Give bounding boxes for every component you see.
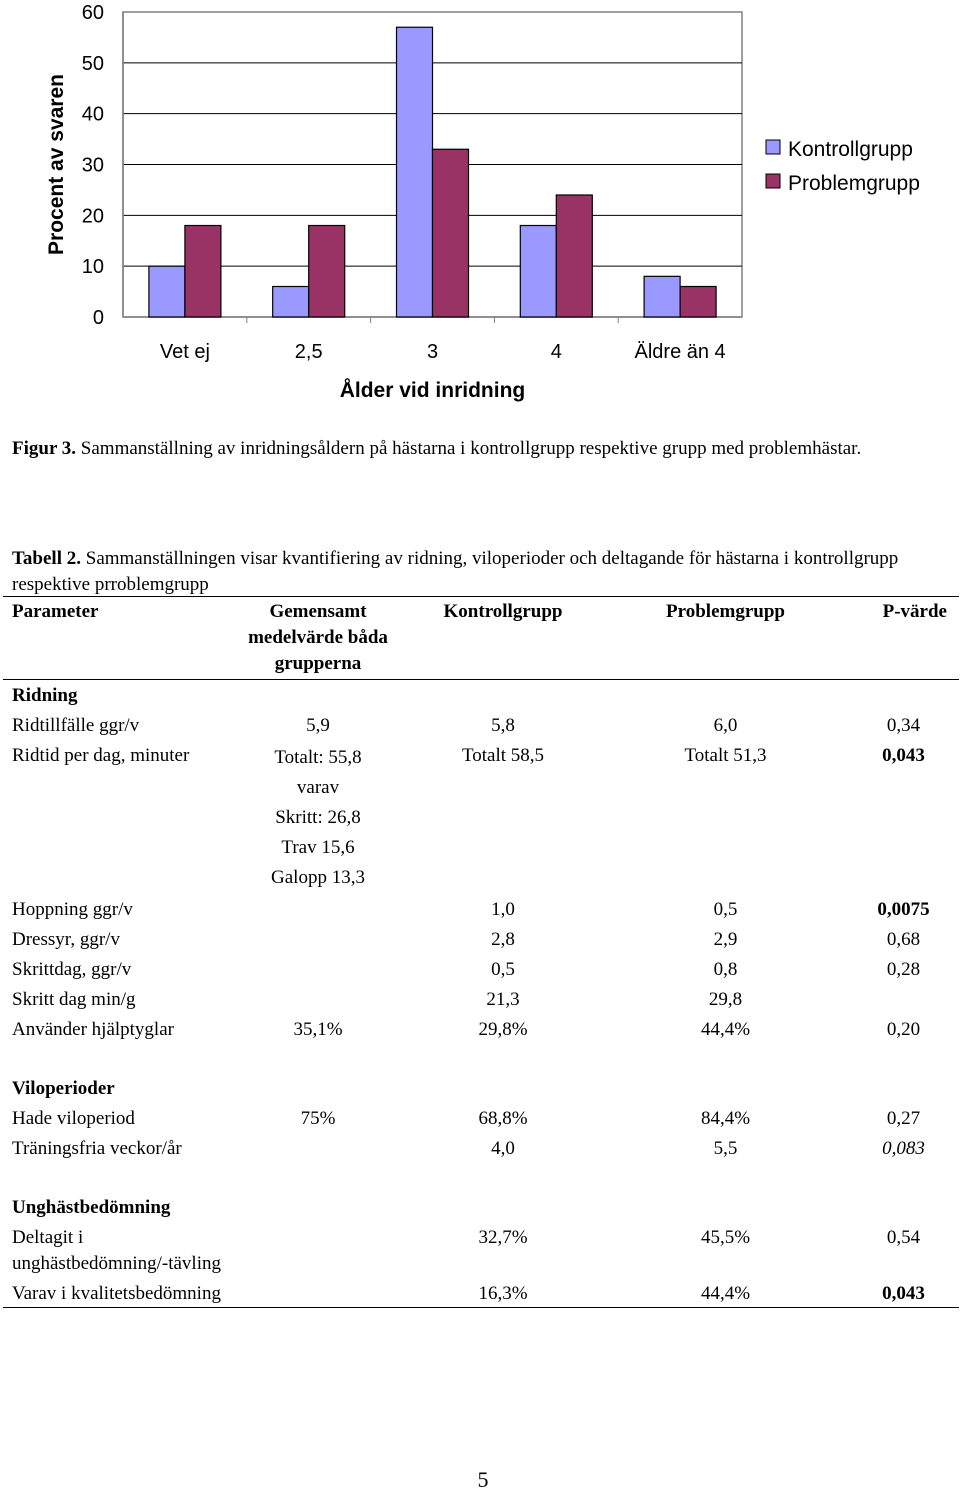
section-ridning: Ridning — [12, 685, 78, 706]
x-tick-label: 4 — [550, 341, 562, 363]
cell-kontroll: 0,5 — [491, 959, 515, 980]
cell-p: 0,0075 — [877, 899, 930, 920]
y-tick-label: 30 — [81, 154, 104, 177]
cell-common-line: Galopp 13,3 — [271, 867, 365, 888]
legend-label-problemgrupp: Problemgrupp — [788, 172, 920, 195]
table-row — [3, 1013, 959, 1043]
cell-p: 0,34 — [886, 715, 921, 736]
bar-kontrollgrupp-4 — [644, 276, 680, 317]
section-row — [3, 680, 959, 710]
table-caption-text: Sammanställningen visar kvantifiering av ridning, viloperioder och deltagande för hästarna i kontrollgrupp respektive prroblemgrupp — [12, 548, 899, 595]
cell-common — [233, 983, 403, 1013]
cell-param: Använder hjälptyglar — [12, 1019, 174, 1040]
section-unghastbedomning: Unghästbedömning — [12, 1197, 171, 1218]
table-caption-label: Tabell 2. — [12, 548, 81, 569]
header-parameter: Parameter — [12, 601, 99, 622]
y-tick-label: 60 — [81, 2, 104, 24]
table-row — [3, 1132, 959, 1162]
cell-p: 0,043 — [882, 745, 925, 766]
cell-param: Deltagit i unghästbedömning/-tävling — [12, 1227, 221, 1274]
legend-label-kontrollgrupp: Kontrollgrupp — [788, 138, 913, 161]
header-p-value: P-värde — [882, 601, 947, 622]
header-kontrollgrupp: Kontrollgrupp — [443, 601, 563, 622]
cell-param: Dressyr, ggr/v — [12, 929, 120, 950]
cell-common-line: Totalt: 55,8 — [274, 747, 362, 768]
cell-p: 0,68 — [886, 929, 921, 950]
y-tick-label: 10 — [81, 256, 104, 279]
table-row — [3, 1277, 959, 1308]
cell-common-line: varav — [296, 777, 340, 798]
x-tick-label: 3 — [426, 341, 439, 363]
table-caption — [12, 546, 948, 598]
cell-kontroll: 68,8% — [478, 1108, 528, 1129]
y-tick-label: 40 — [81, 103, 104, 126]
cell-problem: 0,8 — [713, 959, 738, 980]
spacer-row — [3, 1162, 959, 1192]
cell-kontroll: 1,0 — [491, 899, 515, 920]
cell-common: 35,1% — [293, 1019, 343, 1040]
bar-kontrollgrupp-3 — [520, 226, 556, 318]
cell-param: Skritt dag min/g — [12, 989, 136, 1010]
bar-problemgrupp-2 — [433, 149, 469, 317]
cell-problem: 44,4% — [700, 1019, 751, 1040]
cell-param: Ridtillfälle ggr/v — [12, 715, 140, 736]
cell-param: Hade viloperiod — [12, 1108, 135, 1129]
bar-kontrollgrupp-2 — [397, 27, 433, 317]
cell-common-line: Skritt: 26,8 — [275, 807, 361, 828]
cell-p: 0,043 — [882, 1283, 925, 1304]
cell-common — [233, 1132, 403, 1162]
bar-problemgrupp-0 — [185, 226, 221, 318]
cell-kontroll: 32,7% — [478, 1227, 528, 1248]
x-tick-label: Äldre än 4 — [634, 341, 726, 363]
cell-problem: Totalt 51,3 — [684, 745, 767, 766]
cell-kontroll: Totalt 58,5 — [461, 745, 545, 766]
cell-param: Träningsfria veckor/år — [12, 1138, 182, 1159]
bar-kontrollgrupp-1 — [273, 287, 309, 318]
table-header-row — [3, 597, 959, 680]
table-row — [3, 923, 959, 953]
cell-common: 5,9 — [306, 715, 330, 736]
legend-swatch-kontrollgrupp — [766, 140, 780, 154]
cell-param: Varav i kvalitetsbedömning — [12, 1283, 221, 1304]
cell-common: 75% — [300, 1108, 336, 1129]
cell-common-line: Trav 15,6 — [281, 837, 355, 858]
table-row — [3, 893, 959, 923]
cell-kontroll: 29,8% — [478, 1019, 528, 1040]
figure-caption-text: Sammanställning av inridningsåldern på hästarna i kontrollgrupp respektive grupp med problemhästar. — [76, 438, 862, 459]
cell-p: 0,20 — [886, 1019, 921, 1040]
cell-param: Skrittdag, ggr/v — [12, 959, 132, 980]
section-row — [3, 1192, 959, 1221]
table-row — [3, 709, 959, 739]
y-tick-label: 50 — [81, 52, 104, 75]
bar-problemgrupp-3 — [556, 195, 592, 317]
cell-p: 0,083 — [882, 1138, 925, 1159]
cell-problem: 29,8 — [708, 989, 743, 1010]
y-tick-label: 0 — [92, 307, 104, 329]
cell-problem: 5,5 — [713, 1138, 738, 1159]
cell-kontroll: 5,8 — [491, 715, 515, 736]
bar-problemgrupp-1 — [309, 226, 345, 318]
cell-common — [233, 1221, 403, 1277]
cell-param: Hoppning ggr/v — [12, 899, 133, 920]
cell-p: 0,28 — [886, 959, 921, 980]
figure-caption — [12, 436, 948, 462]
x-tick-label: 2,5 — [294, 341, 323, 363]
cell-problem: 45,5% — [700, 1227, 751, 1248]
section-row — [3, 1073, 959, 1102]
x-tick-label: Vet ej — [159, 341, 210, 363]
cell-problem: 44,4% — [700, 1283, 751, 1304]
section-viloperioder: Viloperioder — [12, 1078, 115, 1099]
cell-problem: 0,5 — [713, 899, 738, 920]
table-row — [3, 983, 959, 1013]
cell-kontroll: 21,3 — [486, 989, 520, 1010]
cell-kontroll: 16,3% — [478, 1283, 528, 1304]
y-tick-label: 20 — [81, 205, 104, 228]
x-axis-title: Ålder vid inridning — [339, 379, 526, 402]
bar-problemgrupp-4 — [680, 287, 716, 318]
cell-common — [233, 893, 403, 923]
legend-swatch-problemgrupp — [766, 174, 780, 188]
cell-problem: 2,9 — [713, 929, 738, 950]
table-row — [3, 953, 959, 983]
cell-p: 0,27 — [886, 1108, 921, 1129]
table-row — [3, 1102, 959, 1132]
header-problemgrupp: Problemgrupp — [666, 601, 785, 622]
cell-common — [233, 1277, 403, 1308]
cell-p: 0,54 — [886, 1227, 921, 1248]
cell-kontroll: 2,8 — [491, 929, 515, 950]
cell-p — [848, 983, 959, 1013]
page-number: 5 — [477, 1467, 489, 1492]
y-axis-title: Procent av svaren — [45, 74, 68, 255]
cell-common — [233, 953, 403, 983]
cell-param: Ridtid per dag, minuter — [12, 745, 190, 766]
spacer-row — [3, 1043, 959, 1073]
cell-common — [233, 739, 403, 893]
chart-svg — [0, 0, 960, 420]
cell-problem: 6,0 — [713, 715, 738, 736]
figure-caption-label: Figur 3. — [12, 438, 77, 459]
header-common-mean: Gemensamt medelvärde båda grupperna — [248, 601, 388, 674]
cell-common — [233, 923, 403, 953]
table-row — [3, 1221, 959, 1277]
table-row — [3, 739, 959, 893]
bar-chart — [0, 0, 960, 420]
results-table — [3, 596, 959, 1308]
bar-kontrollgrupp-0 — [149, 266, 185, 317]
cell-kontroll: 4,0 — [491, 1138, 515, 1159]
cell-problem: 84,4% — [700, 1108, 751, 1129]
